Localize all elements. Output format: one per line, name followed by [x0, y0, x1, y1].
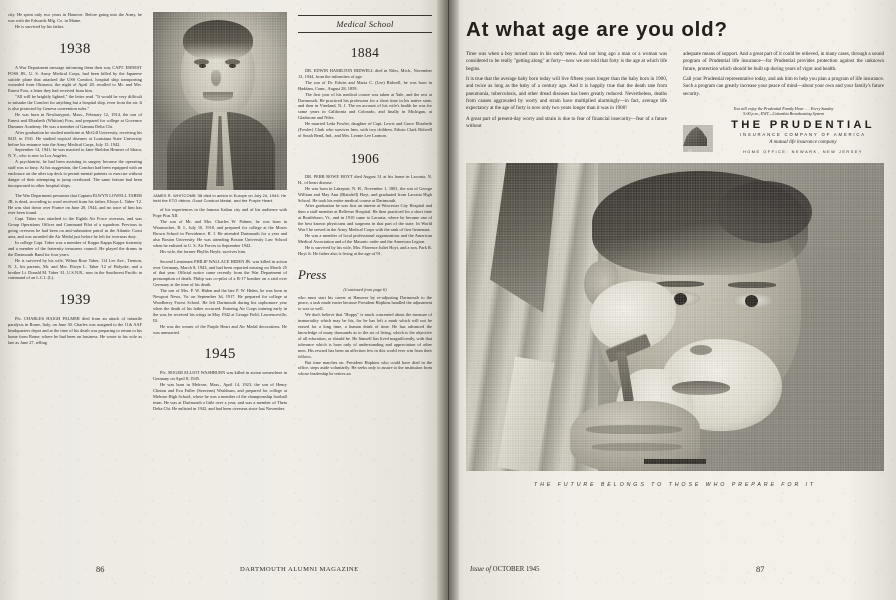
para: September 14, 1941, he was married to Jane Sheldon Hosmer of Ithaca, N. Y., who is now in Los Angeles.	[8, 147, 142, 159]
intro-para-2: He is survived by his father.	[15, 23, 65, 29]
para: His wife, the former Phyllis Hoyle, survives him.	[160, 248, 247, 254]
folio-right: 87	[756, 565, 765, 574]
para: Time was when a boy turned man in his early teens. And not long ago a man or a woman was considered to be really "getting along" at forty—now we are told that forty is the age at which life begins.	[466, 51, 667, 72]
column1-intro	[8, 12, 142, 30]
para: Call your Prudential representative today, and ask him to help you plan a program of life insurance. Such a program can greatly increase your peace of mind—about your own and your family's future security.	[683, 76, 884, 97]
para: DR. EDWIN HAMILTON BIDWELL died in Niles, Mich., November 13, 1944, from the infirmities of age.	[298, 68, 432, 79]
issue-date: OCTOBER 1945	[492, 566, 540, 573]
magazine-name-footer: DARTMOUTH ALUMNI MAGAZINE	[240, 566, 359, 573]
para: After graduation he studied medicine at McGill University, receiving his M.D. in 1941. He studied tropical diseases at Louisiana State University before his entrance into the Army Medical Corps, July 15, 1942.	[8, 129, 142, 147]
para: We don't believe that "Hoppy" is much concerned about the measure of immortality which may be his, for he has left a mark which will not be erased for a long time, a human drink of time. He has advanced the knowledge of many thousands as to the art of living, which is the objective of all education, or should be. He himself has lived magnificently, with that tolerance which is born only of understanding and appreciation of other men. His reward has been an affection few in this world ever win from their fellows.	[298, 312, 432, 359]
para: It is true that the average baby born today will live fifteen years longer than the baby born in 1900, and twice as long as the baby of a century ago. And it is happily true that the death rate from pneumonia, tuberculosis, and other dread diseases has been greatly reduced. Nevertheless, deaths from causes aggravated by worry and strain have multiplied alarmingly—in fact, average life expectancy at the age of forty is now only two years longer than it was in 1900!	[466, 76, 667, 112]
issue-footer	[470, 566, 540, 573]
ad-body-columns	[466, 51, 884, 156]
para: He is survived by his wife, Wilma Rose Taber, 114 Lee Ave., Trenton, N. J., his parents, Mr. and Mrs. Elwyn L. Taber '12 of Holyoke, and a brother Lt. Donald M. Taber '41, U.S.N.R., now in the Southwest Pacific in command of an L.C.I. (L).	[8, 257, 142, 281]
para: A great part of present-day worry and strain is due to fear of financial insecurity—fear of a future without	[466, 115, 667, 130]
radio-line-1: You will enjoy the Prudential Family Hour . . . Every Sunday	[733, 105, 834, 111]
medical-school-section-header	[298, 15, 432, 33]
prudential-logo-row	[683, 119, 884, 156]
para: He was a member of local professional organizations and the American Medical Association and of the Masonic order and the American Legion.	[298, 232, 432, 244]
rock-of-gibraltar-icon	[683, 125, 713, 152]
rule-below	[298, 32, 432, 33]
para: A War Department message informing them their son, CAPT. ERNEST FOSS JR., U. S. Army Medical Corps, had been killed by the Japanese suicide plane that attacked the USS Comfort, hospital ship transporting wounded from Okinawa, the night of April 28, recalled to Mr. and Mrs. Ernest Foss, a letter they had received from him.	[8, 64, 142, 94]
para: adequate means of support. And a great part of it could be relieved, in many cases, through a sound program of Prudential life insurance—for Prudential provides protection against the unknown future, protection which should be built up during years of vigor and health.	[683, 51, 884, 72]
para: The son of Mrs. P. W. Hiden and the late P. W. Hiden, he was born in Newport News, Va. on September 3d, 1917. He prepared for college at Woodberry Forest School. He left Dartmouth during his sophomore year when the death of his father occurred. Entering Air Corps training early in the war, he received his wings in May 1942 at George Field, Lawrenceville, Ill.	[153, 288, 287, 323]
brand-italic-line: A mutual life insurance company	[769, 139, 837, 146]
ad-tagline: THE FUTURE BELONGS TO THOSE WHO PREPARE FOR IT	[533, 481, 817, 488]
press-section-heading: Press	[298, 266, 327, 282]
ad-headline: At what age are you old?	[466, 18, 728, 41]
class-1945-body	[153, 370, 287, 411]
class-year-1884: 1884	[350, 45, 380, 60]
para: He was the wearer of the Purple Heart and Air Medal decorations. He was unmarried.	[153, 323, 287, 335]
section-title: Medical School	[336, 19, 394, 29]
column2-body-top	[153, 207, 287, 335]
left-page-columns	[8, 12, 432, 542]
radio-program-note	[683, 106, 884, 117]
issue-prefix: Issue of	[470, 566, 493, 573]
gutter-rule	[448, 0, 449, 600]
brand-home-office: HOME OFFICE: NEWARK, NEW JERSEY	[742, 149, 864, 155]
obituary-column-1	[8, 12, 142, 542]
brand-name: THE PRUDENTIAL	[731, 119, 875, 132]
class-year-1939: 1939	[59, 292, 91, 309]
para: Second Lieutenant PHILIP WALLACE HIDEN JR. was killed in action over Germany, March 8, 1943, and had been reported missing on March 25 of that year. Official notice came recently from the War Department of presumption of death. Philip was co-pilot of a B-17 bomber on a raid over Germany at the time of his death.	[153, 258, 287, 288]
para: After graduation he was first an interne at Worcester City Hospital and then a staff member at Bellevue Hospital. He then practiced for a short time at Brattleboro, Vt., and in 1910 came to Laconia, where he became one of the best known physicians and surgeons in that part of the state. In World War I he served in the Army Medical Corps with the rank of first lieutenant.	[298, 203, 432, 233]
obituary-column-3	[298, 12, 432, 542]
continued-from-note: (Continued from page 6)	[343, 286, 387, 292]
prudential-wordmark	[722, 119, 884, 156]
para: Pfc. CHARLES HAIGH PALMER died from an attack of infantile paralysis in Rome, Italy, on June 30. Charles was assigned to the 11th AAF headquarters depot and at the time of his death was preparing to return to his home from Rome, where he had been on business. He wrote to his wife as late as June 27, telling	[8, 316, 142, 345]
class-1906-body	[298, 174, 432, 257]
para: who must start his career at Hanover by re-adjusting Dartmouth to the peace, a task made easier because President Hopkins handled the adjustment to war so well.	[298, 294, 432, 312]
class-1884-body	[298, 68, 432, 139]
ad-column-left	[466, 51, 667, 156]
para: DR. PERR ROWE HOYT died August 31 at his home in Laconia, N. H., of heart disease.	[298, 173, 432, 185]
radio-line-2: 5:00 p.m., EWT—Columbia Broadcasting System	[743, 111, 824, 117]
para: He is survived by his wife, Mrs. Florence Juliet Hoyt, and a son, Park R. Hoyt Jr. He father also is living at the age of 91.	[298, 244, 432, 256]
class-1938-body	[8, 65, 142, 282]
para: of his experiences in the famous Italian city and of his audience with Pope Pius XII.	[153, 207, 287, 219]
para: Capt. Taber was attached to the Eighth Air Force overseas, and was Group Operations Officer and Command Pilot of a squadron. Previous to going overseas he had been on anti-submarine patrol in the Atlantic Coast area, and was awarded the Air Medal just before he left for overseas duty.	[8, 216, 142, 240]
obituary-column-2	[153, 12, 287, 542]
press-body	[298, 295, 432, 378]
para: Pfc. ROGER ELLIOT WASHBURN was killed in action somewhere in Germany on April 8, 1945.	[153, 370, 287, 382]
class-year-1906: 1906	[350, 150, 380, 166]
para: In college Capt. Taber was a member of Kappa Kappa Kappa fraternity and a member of the fraternity treasurers council. He played the drums in the Dartmouth Band for four years.	[8, 240, 142, 257]
brand-subtitle: INSURANCE COMPANY OF AMERICA	[740, 131, 866, 137]
para: But time marches on. President Hopkins who could have died in the office, steps aside voluntarily. He seeks only to assure to the institution from whose leadership he retires an	[298, 359, 432, 377]
whitcomb-photo-block	[153, 12, 287, 203]
para: The son of Mr. and Mrs. Charles W. Palmer, he was born in Woonsocket, R. I., July 10, 1918, and prepared for college at the Moses Brown School in Providence, R. I. He attended Dartmouth for a year and also Boston University. He was attending Boston University Law School when he enlisted in U. S. Air Forces in September 1942.	[153, 219, 287, 248]
para: The son of Dr. Edwin and Maria C. (Lee) Bidwell, he was born in Haddam, Conn., August 28, 1859.	[298, 79, 432, 91]
rule-above	[298, 15, 432, 16]
folio-left: 86	[96, 565, 105, 574]
para: He married Leda Fowler, daughter of Capt. Lewis and Grace Elizabeth (Fowler) Clark who survives him, with two children, Edwin Clark Bidwell of South Bend, Ind., and Mrs. Leonie Lee Larmon.	[298, 121, 432, 138]
portrait-photograph	[153, 12, 287, 190]
para: The War Department presumes that Captain ELWYN LOWELL TABER JR. is dead, according to word received from his father, Elwyn L. Taber '12. He was shot down over France on June 20, 1944, and no trace of him has ever been found.	[8, 192, 142, 216]
para: He was born in Melrose, Mass., April 14, 1923, the son of Henry Clinton and Eva Fuller (Seavems) Washburn, and prepared for college at Melrose High School, where he was a member of the championship football team. He was at Dartmouth a little over a year, and was a member of Theta Delta Chi. He enlisted in 1942, and had been overseas since last November.	[153, 382, 287, 411]
photo-caption: JAMES R. WHITCOMB '38 died in action in Europe on July 24, 1944. He held the ETO ribbon, Good Conduct Medal, and the Purple Heart.	[153, 193, 287, 204]
intro-para-1: city. He spent only two years in Hanover. Before going into the Army, he was with the Edwards Mfg. Co. in Maine.	[8, 12, 142, 23]
para: "All will be brightly lighted," the letter read. "It would be very difficult to mistake the Comfort for anything but a hospital ship, even from the air. It is also protected by Geneva convention rules."	[8, 94, 142, 112]
para: A psychiatrist, he had been assisting in surgery because the operating staff was so busy. At his suggestion, the Comfort had been equipped with an enclosure on the after top deck to permit mental patients to exercise without danger of their attempting to jump overboard. The same feature had been incorporated in other hospital ships.	[8, 159, 142, 188]
class-year-1945: 1945	[204, 346, 236, 363]
class-year-1938: 1938	[59, 40, 91, 57]
ad-column-right	[683, 51, 884, 156]
prudential-advertisement	[466, 12, 884, 540]
ad-photograph	[466, 163, 884, 471]
para: The first year of his medical course was taken at Yale, and the rest at Dartmouth. He practiced his profession for a short time in his native state, and then in Vineland, N. J. The on account of his wife's health he was for some years in California and Colorado, and finally in Michigan, at Gladstone and Niles.	[298, 91, 432, 121]
para: He was born in Lakeport, N. H., November 1, 1881, the son of George William and May Ann (Blaisdell) Hoyt, and graduated from Laconia High School. He took his entire medical course at Dartmouth.	[298, 185, 432, 203]
class-1939-body	[8, 316, 142, 346]
para: He was born in Newburyport, Mass., February 12, 1914, the son of Ernest and Elizabeth (Whitton) Foss, and prepared for college at Governor Dummer Academy. He was a member of Gamma Delta Chi.	[8, 111, 142, 129]
